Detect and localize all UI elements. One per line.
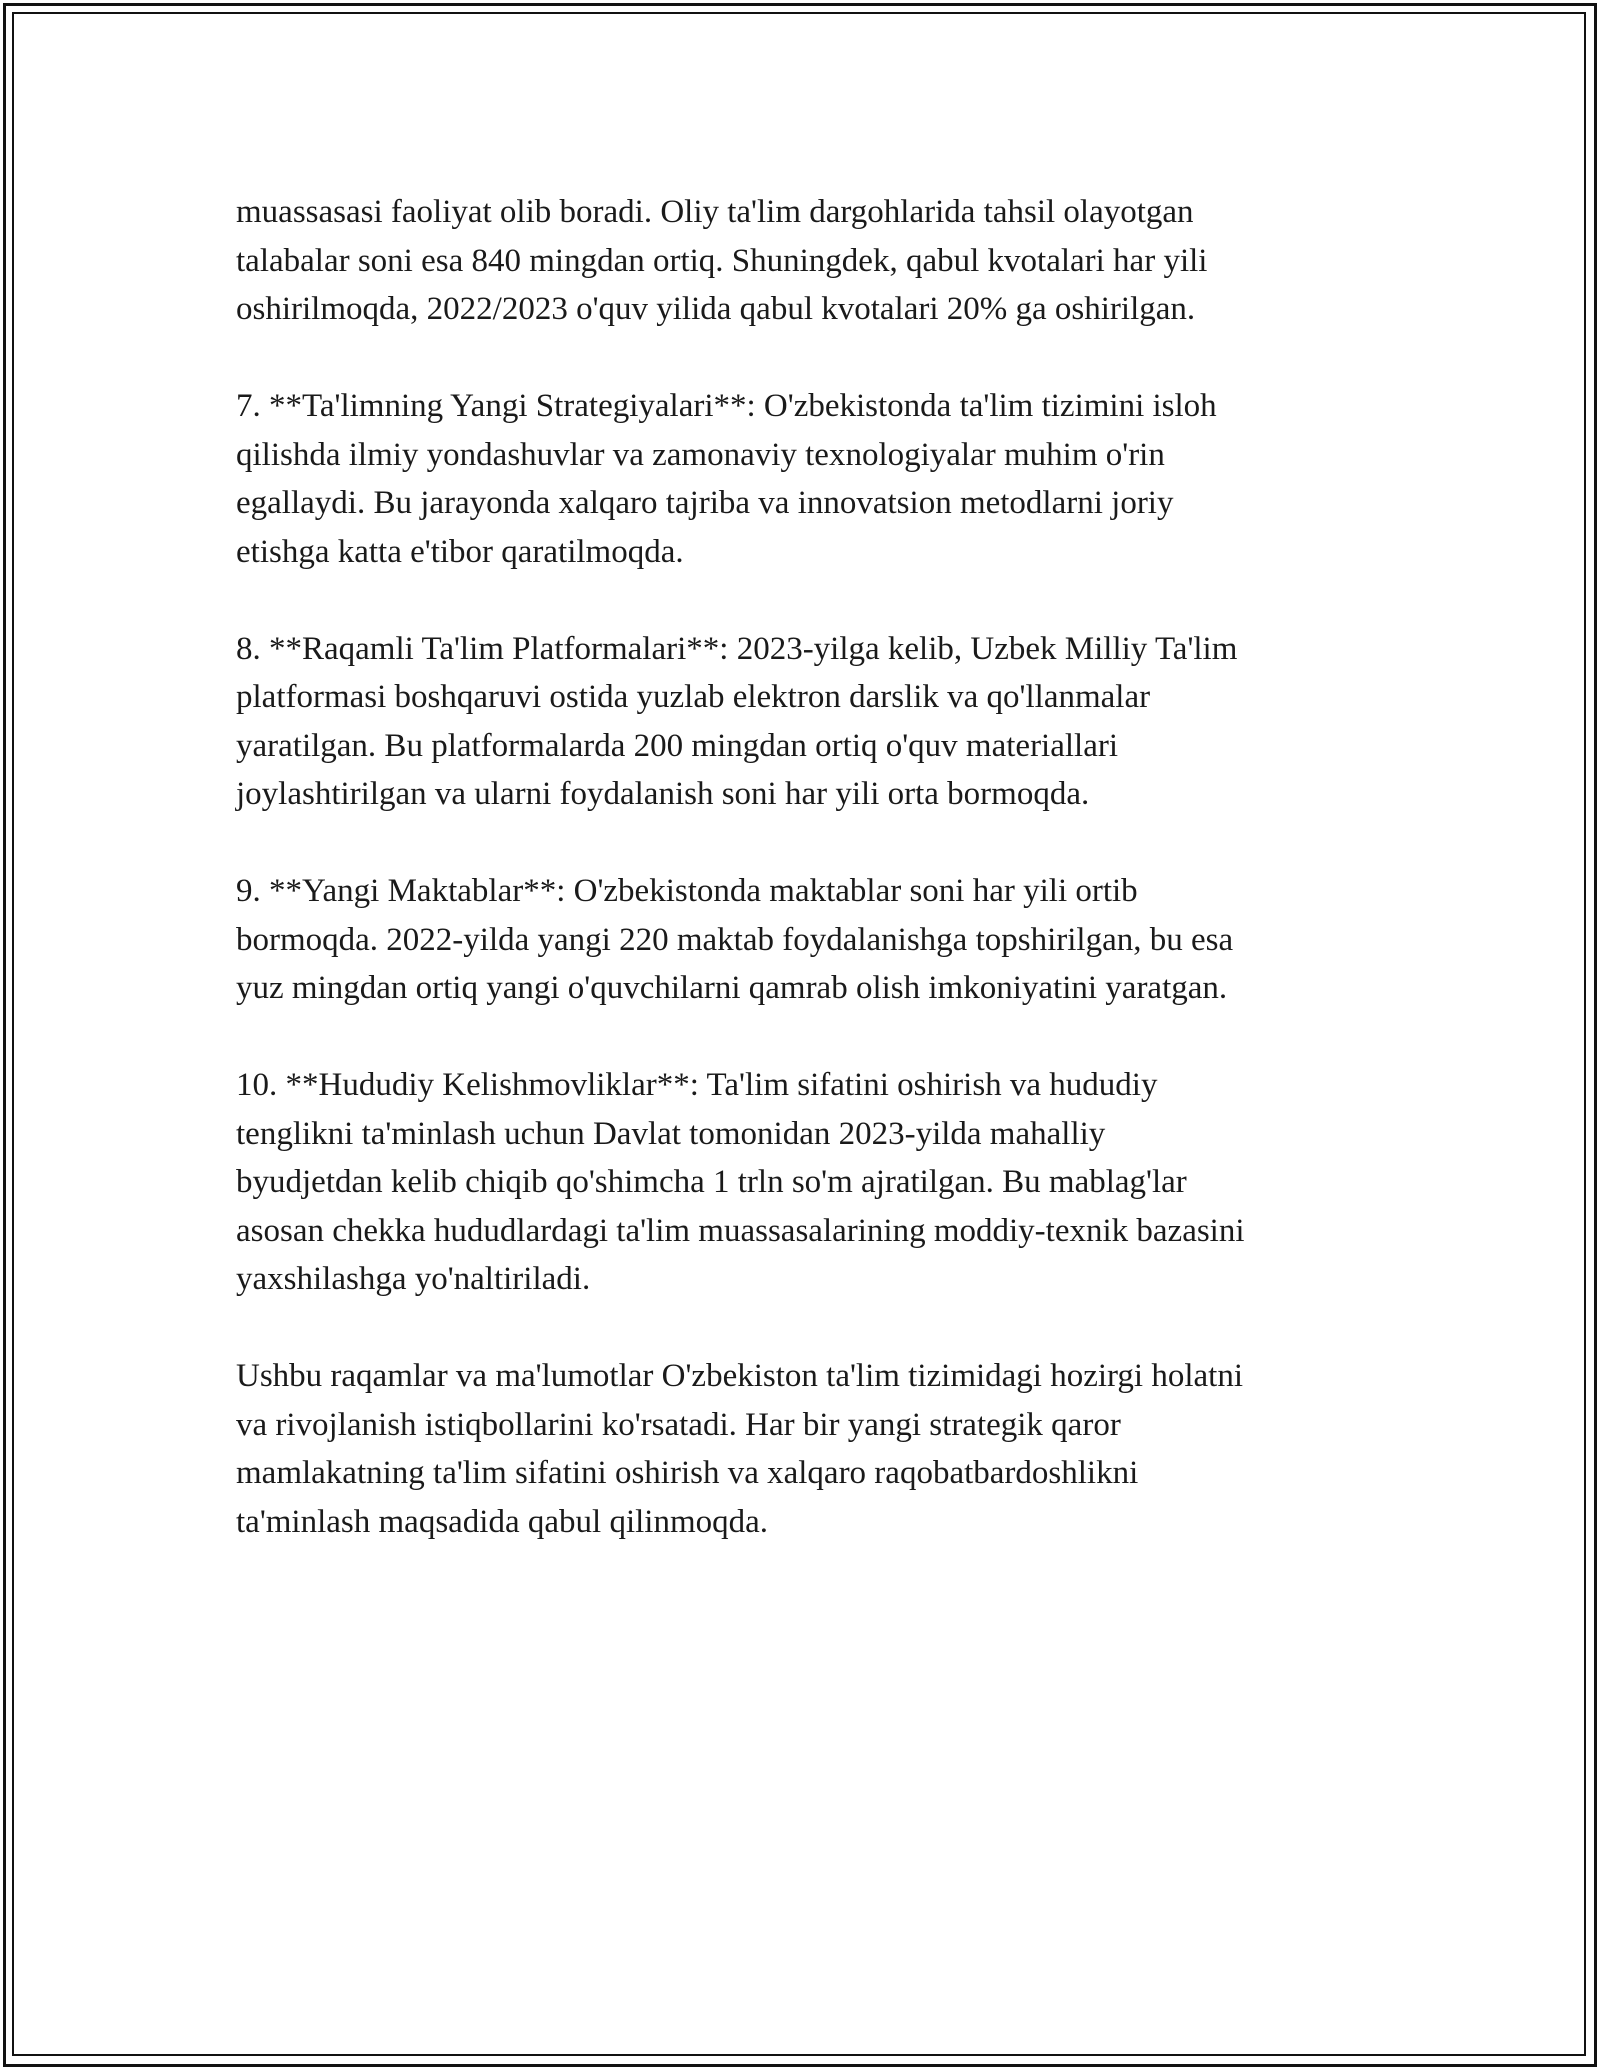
document-body	[236, 188, 1366, 1595]
paragraph-line: etishga katta e'tibor qaratilmoqda.	[236, 533, 684, 570]
paragraph-line: 8. **Raqamli Ta'lim Platformalari**: 2023-yilga kelib, Uzbek Milliy Ta'lim	[236, 630, 1238, 667]
paragraph-line: 10. **Hududiy Kelishmovliklar**: Ta'lim sifatini oshirish va hududiy	[236, 1067, 1158, 1103]
paragraph-line: tenglikni ta'minlash uchun Davlat tomonidan 2023-yilda mahalliy	[236, 1115, 1106, 1152]
paragraph-line: joylashtirilgan va ularni foydalanish soni har yili orta bormoqda.	[236, 776, 1090, 812]
paragraph-line: yaratilgan. Bu platformalarda 200 mingdan ortiq o'quv materiallari	[236, 727, 1119, 764]
paragraph-line: ta'minlash maqsadida qabul qilinmoqda.	[236, 1503, 769, 1540]
paragraph-line: yuz mingdan ortiq yangi o'quvchilarni qamrab olish imkoniyatini yaratgan.	[236, 970, 1228, 1006]
paragraph-line: bormoqda. 2022-yilda yangi 220 maktab foydalanishga topshirilgan, bu esa	[236, 921, 1234, 958]
paragraph-item-9	[236, 867, 1366, 1013]
paragraph-line: talabalar soni esa 840 mingdan ortiq. Shuningdek, qabul kvotalari har yili	[236, 242, 1208, 279]
paragraph-line: muassasasi faoliyat olib boradi. Oliy ta'lim dargohlarida tahsil olayotgan	[236, 194, 1194, 230]
paragraph-line: yaxshilashga yo'naltiriladi.	[236, 1261, 591, 1297]
paragraph-line: 9. **Yangi Maktablar**: O'zbekistonda maktablar soni har yili ortib	[236, 873, 1138, 909]
paragraph-line: egallaydi. Bu jarayonda xalqaro tajriba va innovatsion metodlarni joriy	[236, 485, 1174, 521]
paragraph-line: va rivojlanish istiqbollarini ko'rsatadi. Har bir yangi strategik qaror	[236, 1406, 1121, 1443]
paragraph-conclusion	[236, 1352, 1366, 1546]
paragraph-line: mamlakatning ta'lim sifatini oshirish va xalqaro raqobatbardoshlikni	[236, 1455, 1139, 1491]
paragraph-line: oshirilmoqda, 2022/2023 o'quv yilida qabul kvotalari 20% ga oshirilgan.	[236, 291, 1196, 327]
paragraph-line: 7. **Ta'limning Yangi Strategiyalari**: O'zbekistonda ta'lim tizimini isloh	[236, 388, 1217, 424]
paragraph-line: byudjetdan kelib chiqib qo'shimcha 1 trln so'm ajratilgan. Bu mablag'lar	[236, 1164, 1187, 1200]
paragraph-line: Ushbu raqamlar va ma'lumotlar O'zbekiston ta'lim tizimidagi hozirgi holatni	[236, 1358, 1243, 1394]
paragraph-line: platformasi boshqaruvi ostida yuzlab elektron darslik va qo'llanmalar	[236, 679, 1151, 715]
paragraph-item-7	[236, 382, 1366, 576]
paragraph-intro	[236, 188, 1366, 334]
paragraph-line: asosan chekka hududlardagi ta'lim muassasalarining moddiy-texnik bazasini	[236, 1212, 1245, 1249]
paragraph-line: qilishda ilmiy yondashuvlar va zamonaviy texnologiyalar muhim o'rin	[236, 436, 1165, 473]
paragraph-item-10	[236, 1061, 1366, 1304]
paragraph-item-8	[236, 625, 1366, 819]
